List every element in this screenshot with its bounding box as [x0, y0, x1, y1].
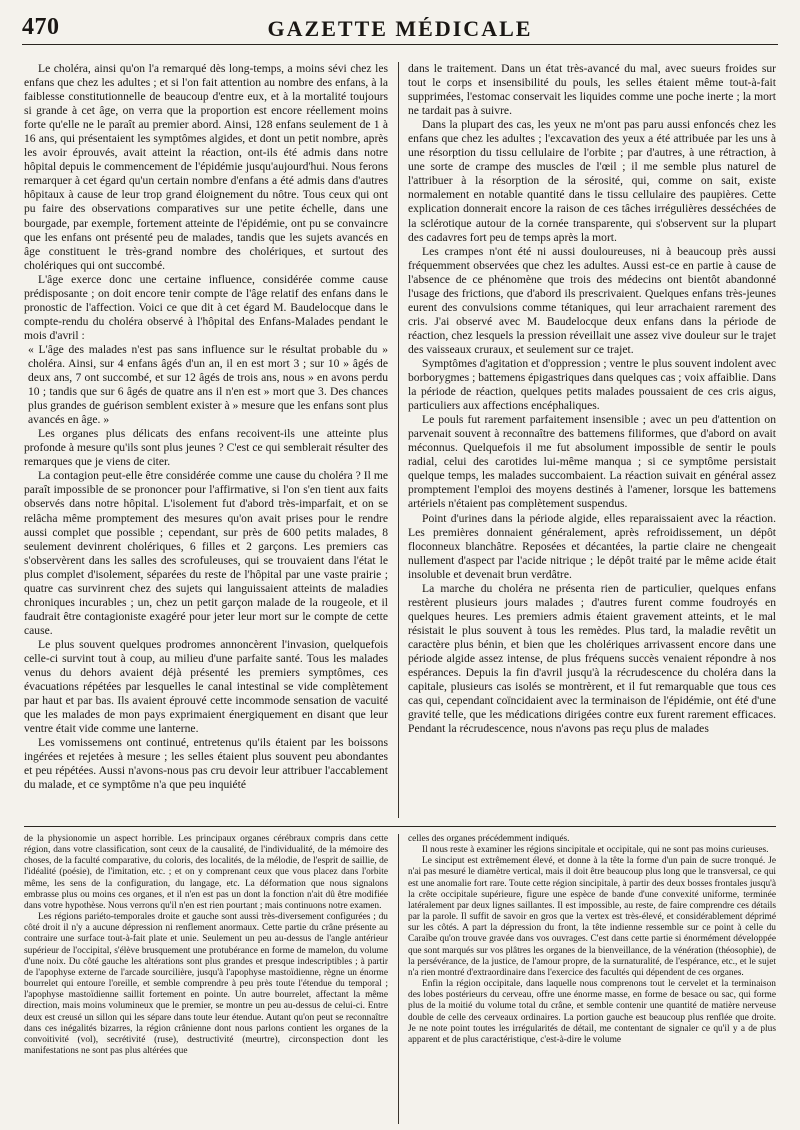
paragraph: Symptômes d'agitation et d'oppression ; ventre le plus souvent indolent avec borborygmes ; battemens épigastriques dans quelques cas ; voix affaiblie. Dans la période de réaction, quelques petits malades poussaient de ces cris aigus, particuliers aux affections encéphaliques.	[408, 356, 776, 413]
column-divider	[398, 834, 399, 1124]
paragraph: Dans la plupart des cas, les yeux ne m'ont pas paru aussi enfoncés chez les enfans que chez les adultes ; l'excavation des yeux a été attribuée par les uns à une résorption du tissu cellulaire de l'orbite ; par d'autres, à une rétraction, à une sorte de crampe des muscles de l'œil ; il me semble plus naturel de l'attribuer à la résorption de la sérosité, qui, comme on sait, existe normalement en notable quantité dans le tissu cellulaire des paupières. Cette explication donnerait encore la raison de ces tâches irrégulières desséchées de la sclérotique autour de la cornée transparente, qui s'observent sur la plupart des cadavres fort peu de temps après la mort.	[408, 118, 776, 244]
section-divider	[24, 826, 776, 827]
paragraph: Point d'urines dans la période algide, elles reparaissaient avec la réaction. Les premières donnaient généralement, après refroidissement, un dépôt floconneux blanchâtre. Reposées et décantées, la partie claire ne chengeait nullement d'aspect par l'acide nitrique ; le dépôt traité par le même acide était insoluble et devenait brun verdâtre.	[408, 511, 776, 581]
journal-title: GAZETTE MÉDICALE	[267, 16, 533, 41]
paragraph: La contagion peut-elle être considérée comme une cause du choléra ? Il me paraît impossible de se prononcer pour l'affirmative, si l'on s'en tient aux faits observés dans notre hôpital. L'isolement fut d'abord très-imparfait, et on se relâcha même promptement des mesures qu'on avait prises pour le rendre aussi complet que possible ; cependant, sur près de 600 petits malades, 8 seulement devinrent cholériques, 6 filles et 2 garçons. Les premiers cas s'observèrent dans les salles des scrofuleuses, qui se trouvaient dans l'état le plus complet d'isolement, séparées du reste de l'hôpital par une vaste prairie ; quatre cas survinrent chez des sujets qui languissaient atteints de maladies chroniques incurables ; un, chez un petit garçon malade de la rougeole, et il faudrait être contagioniste exagéré pour jeter leur mort sur le compte de cette cause.	[24, 469, 388, 637]
quotation: « L'âge des malades n'est pas sans influence sur le résultat probable du » choléra. Ainsi, sur 4 enfans âgés d'un an, il en est mort 3 ; sur 10 » âgés de deux ans, 7 ont succombé, et sur 12 âgés de trois ans, nous » en avons perdu 10 ; tandis que sur 6 âgés de quatre ans il n'en est » mort que 3. Des chances plus grandes de guérison semblent exister à » mesure que les enfans sont plus avancés en âge. »	[28, 342, 388, 427]
paragraph: Le pouls fut rarement parfaitement insensible ; avec un peu d'attention on parvenait souvent à reconnaître des battemens filiformes, que d'abord on avait méconnus. Quelquefois il me fut absolument impossible de sentir le pouls radial, celui des carotides lui-même manqua ; si ce symptôme persistait quelque temps, les malades succombaient. La réaction suivait en général assez promptement l'emploi des moyens destinés à l'amener, lorsque les battemens artériels n'étaient pas complètement suspendus.	[408, 413, 776, 511]
paragraph: Les crampes n'ont été ni aussi douloureuses, ni à beaucoup près aussi fréquemment observées que chez les adultes. Aussi est-ce en partie à cause de l'absence de ce phénomène que trois des médecins ont bientôt abandonné l'usage des frictions, que d'abord ils prescrivaient. Quelques enfans très-jeunes eurent des convulsions comme tétaniques, qui leur arrachaient rarement des cris. J'ai observé avec M. Baudelocque deux enfans dans la période de réaction, chez lesquels la pression réveillait une assez vive douleur sur le trajet des vaisseaux cruraux, et seulement sur ce trajet.	[408, 244, 776, 356]
paragraph: dans le traitement. Dans un état très-avancé du mal, avec sueurs froides sur tout le corps et insensibilité du pouls, les selles étaient même tout-à-fait supprimées, l'estomac conservait les liquides comme une poche inerte ; la mort ne tardait pas à suivre.	[408, 62, 776, 118]
paragraph: Les régions pariéto-temporales droite et gauche sont aussi très-diversement configurées ; du côté droit il n'y a aucune dépression ni renflement anormaux. Cette partie du crâne présente au contraire une surface tout-à-fait plate et unie. Seulement un peu au-dessus de l'angle antérieur supérieur de l'occipital, s'élève brusquement une protubérance en forme de mamelon, du volume d'une noix. Du côté gauche les altérations sont plus grandes et presque indescriptibles ; à partir de l'apophyse externe de l'arcade sourcilière, jusqu'à l'apophyse mastoïdienne, règne un énorme bourrelet qui entoure l'oreille, et semble comprendre à peu près toute l'étendue du temporal ; l'apophyse mastoïdienne saillit fortement en pointe. Un autre bourrelet, affectant la même direction, mais moins volumineux que le premier, se montre un peu au-dessus de celui-ci. Entre deux est creusé un sillon qui les sépare dans toute leur étendue. Autant qu'on peut se reconnaître dans ces inégalités bizarres, la région crânienne dont nous parlons contient les organes de la convoitivité (vol), secrétivité (ruse), destructivité (meurtre), circonspection dont les manifestations ne sont pas plus altérées que	[24, 912, 388, 1056]
paragraph: La marche du choléra ne présenta rien de particulier, quelques enfans restèrent plusieurs jours malades ; d'autres furent comme foudroyés en quelques heures. Les premiers admis étaient gravement atteints, et le mal résistait le plus souvent à tous les remèdes. Plus tard, la maladie revêtit un caractère plus bénin, et bien que les cholériques arrivassent encore dans une période algide assez intense, de plus fréquens succès venaient répondre à nos espérances. Depuis la fin d'avril jusqu'à la récrudescence du choléra dans la capitale, plusieurs cas isolés se montrèrent, et il fut remarquable que tous ces cas qui, cependant coïncidaient avec la terminaison de l'épidémie, ont été d'une gravité telle, que les médications dirigées contre eux furent rarement efficaces. Pendant la récrudescence, nous n'avons pas reçu plus de malades	[408, 581, 776, 736]
top-left-column	[24, 62, 388, 820]
page-number: 470	[22, 14, 60, 40]
paragraph: L'âge exerce donc une certaine influence, considérée comme cause prédisposante ; on doit encore tenir compte de l'âge relatif des enfans dans le pronostic de l'affection. Voici ce que dit à cet égard M. Baudelocque dans le compte-rendu du choléra observé à l'hôpital des Enfans-Malades pendant le mois d'avril :	[24, 272, 388, 342]
paragraph: Enfin la région occipitale, dans laquelle nous comprenons tout le cervelet et la terminaison des lobes postérieurs du cerveau, offre une énorme masse, en forme de besace ou sac, qui forme plus de la moitié du volume total du crâne, et semble contenir une quantité de matière nerveuse double de celle des cerveaux ordinaires. La portion gauche est beaucoup plus renflée que droite. Je ne note point toutes les irrégularités de détail, me contentant de signaler ce qu'il y a de plus apparent et de plus caractéristique, c'est-à-dire le volume	[408, 979, 776, 1045]
paragraph: Les organes plus délicats des enfans recoivent-ils une atteinte plus profonde à mesure qu'ils sont plus jeunes ? C'est ce qui semblerait résulter des remarques que je viens de citer.	[24, 427, 388, 469]
paragraph: Le sinciput est extrêmement élevé, et donne à la tête la forme d'un pain de sucre tronqué. Je n'ai pas mesuré le diamètre vertical, mais il doit être beaucoup plus long que le transversal, ce qui est une anomalie fort rare. Toute cette région sincipitale, à partir des deux bosses frontales jusqu'à la crête occipitale supérieure, figure une espèce de bande d'une convexité uniforme, terminée latéralement par deux lignes saillantes. Il est impossible, au reste, de faire comprendre ces détails par la parole. Il suffit de savoir en gros que la vertex est très-élevé, et considérablement déprimé sur les côtés. A part la dépression du front, la tête indienne ressemble sur ce point à celle du Caraïbe qu'on trouve gravée dans vos ouvrages. C'est dans cette partie si énormément développée que sont marqués sur vos plâtres les organes de la bienveillance, de la vénération (théosophie), de la persévérance, de la justice, de l'amour propre, de la surnaturalité, de l'espérance, etc., et le sujet n'a rien montré d'extraordinaire dans l'exercice des facultés qui dépendent de ces organes.	[408, 856, 776, 978]
paragraph: Les vomissemens ont continué, entretenus qu'ils étaient par les boissons ingérées et rejetées à mesure ; les selles étaient plus souvent peu abondantes et peu répétées. Aussi n'avons-nous pas cru devoir leur attribuer l'accablement du malade, et ce symptôme n'a que peu inquiété	[24, 736, 388, 792]
paragraph: Le plus souvent quelques prodromes annoncèrent l'invasion, quelquefois celle-ci survint tout à coup, au milieu d'une parfaite santé. Tous les malades venus du dehors avaient déjà présenté les premiers symptômes, ces évacuations répétées par lesquelles le canal intestinal se vide complètement par haut et par bas. Ils avaient éprouvé cette incommode sensation de vacuité que les malades de mon pays exprimaient énergiquement en disant que leur ventre était vide comme une lanterne.	[24, 637, 388, 736]
paragraph: celles des organes précédemment indiqués.	[408, 834, 570, 844]
page-header	[22, 14, 778, 45]
paragraph: Il nous reste à examiner les régions sincipitale et occipitale, qui ne sont pas moins curieuses.	[422, 845, 769, 856]
bottom-left-column	[24, 834, 388, 1124]
column-divider	[398, 62, 399, 818]
top-right-column	[408, 62, 776, 820]
bottom-right-column	[408, 834, 776, 1124]
paragraph: Le choléra, ainsi qu'on l'a remarqué dès long-temps, a moins sévi chez les enfans que chez les adultes ; et si l'on fait attention au nombre des enfans, à la faiblesse constitutionnelle de beaucoup d'entre eux, et à la mortalité toujours si grande à cet âge, on verra que la proportion est encore réellement moins forte qu'elle ne le paraît au premier abord. Ainsi, 128 enfans seulement de 1 à 16 ans, qui présentaient les symptômes algides, et dont un petit nombre, après les avoir éprouvés, avait atteint la réaction, ont-ils été admis dans notre hôpital depuis le commencement de l'épidémie jusqu'aujourd'hui. Nous ferons remarquer à cet égard qu'un certain nombre d'enfans a été admis dans d'autres hôpitaux à cause de leur trop grand éloignement du nôtre. Tous ceux qui ont pu faire des observations comparatives sur une petite échelle, dans une bourgade, par exemple, fortement atteinte de l'épidémie, ont pu se convaincre que les enfans ont présenté peu de malades, tandis que les sujets avancés en âge constituent le très-grand nombre des cholériques, et surtout des cholériques qui ont succombé.	[24, 62, 388, 272]
paragraph: de la physionomie un aspect horrible. Les principaux organes cérébraux compris dans cette région, dans votre classification, sont ceux de la causalité, de l'individualité, de la mémoire des choses, de la faculté comparative, du coloris, des localités, de la mélodie, de l'esprit de saillie, de l'idéalité (poésie), de l'imitation, etc. ; et on y comprenant ceux que vous placez dans l'orbite même, les sens de la configuration, du langage, etc. La déformation que nous signalons embrasse plus ou moins ces organes, et il n'en est pas un dont la fonction n'ait dû être modifiée dans votre hypothèse. Nous verrons qu'il n'en est rien pourtant ; mais continuons notre examen.	[24, 834, 388, 911]
